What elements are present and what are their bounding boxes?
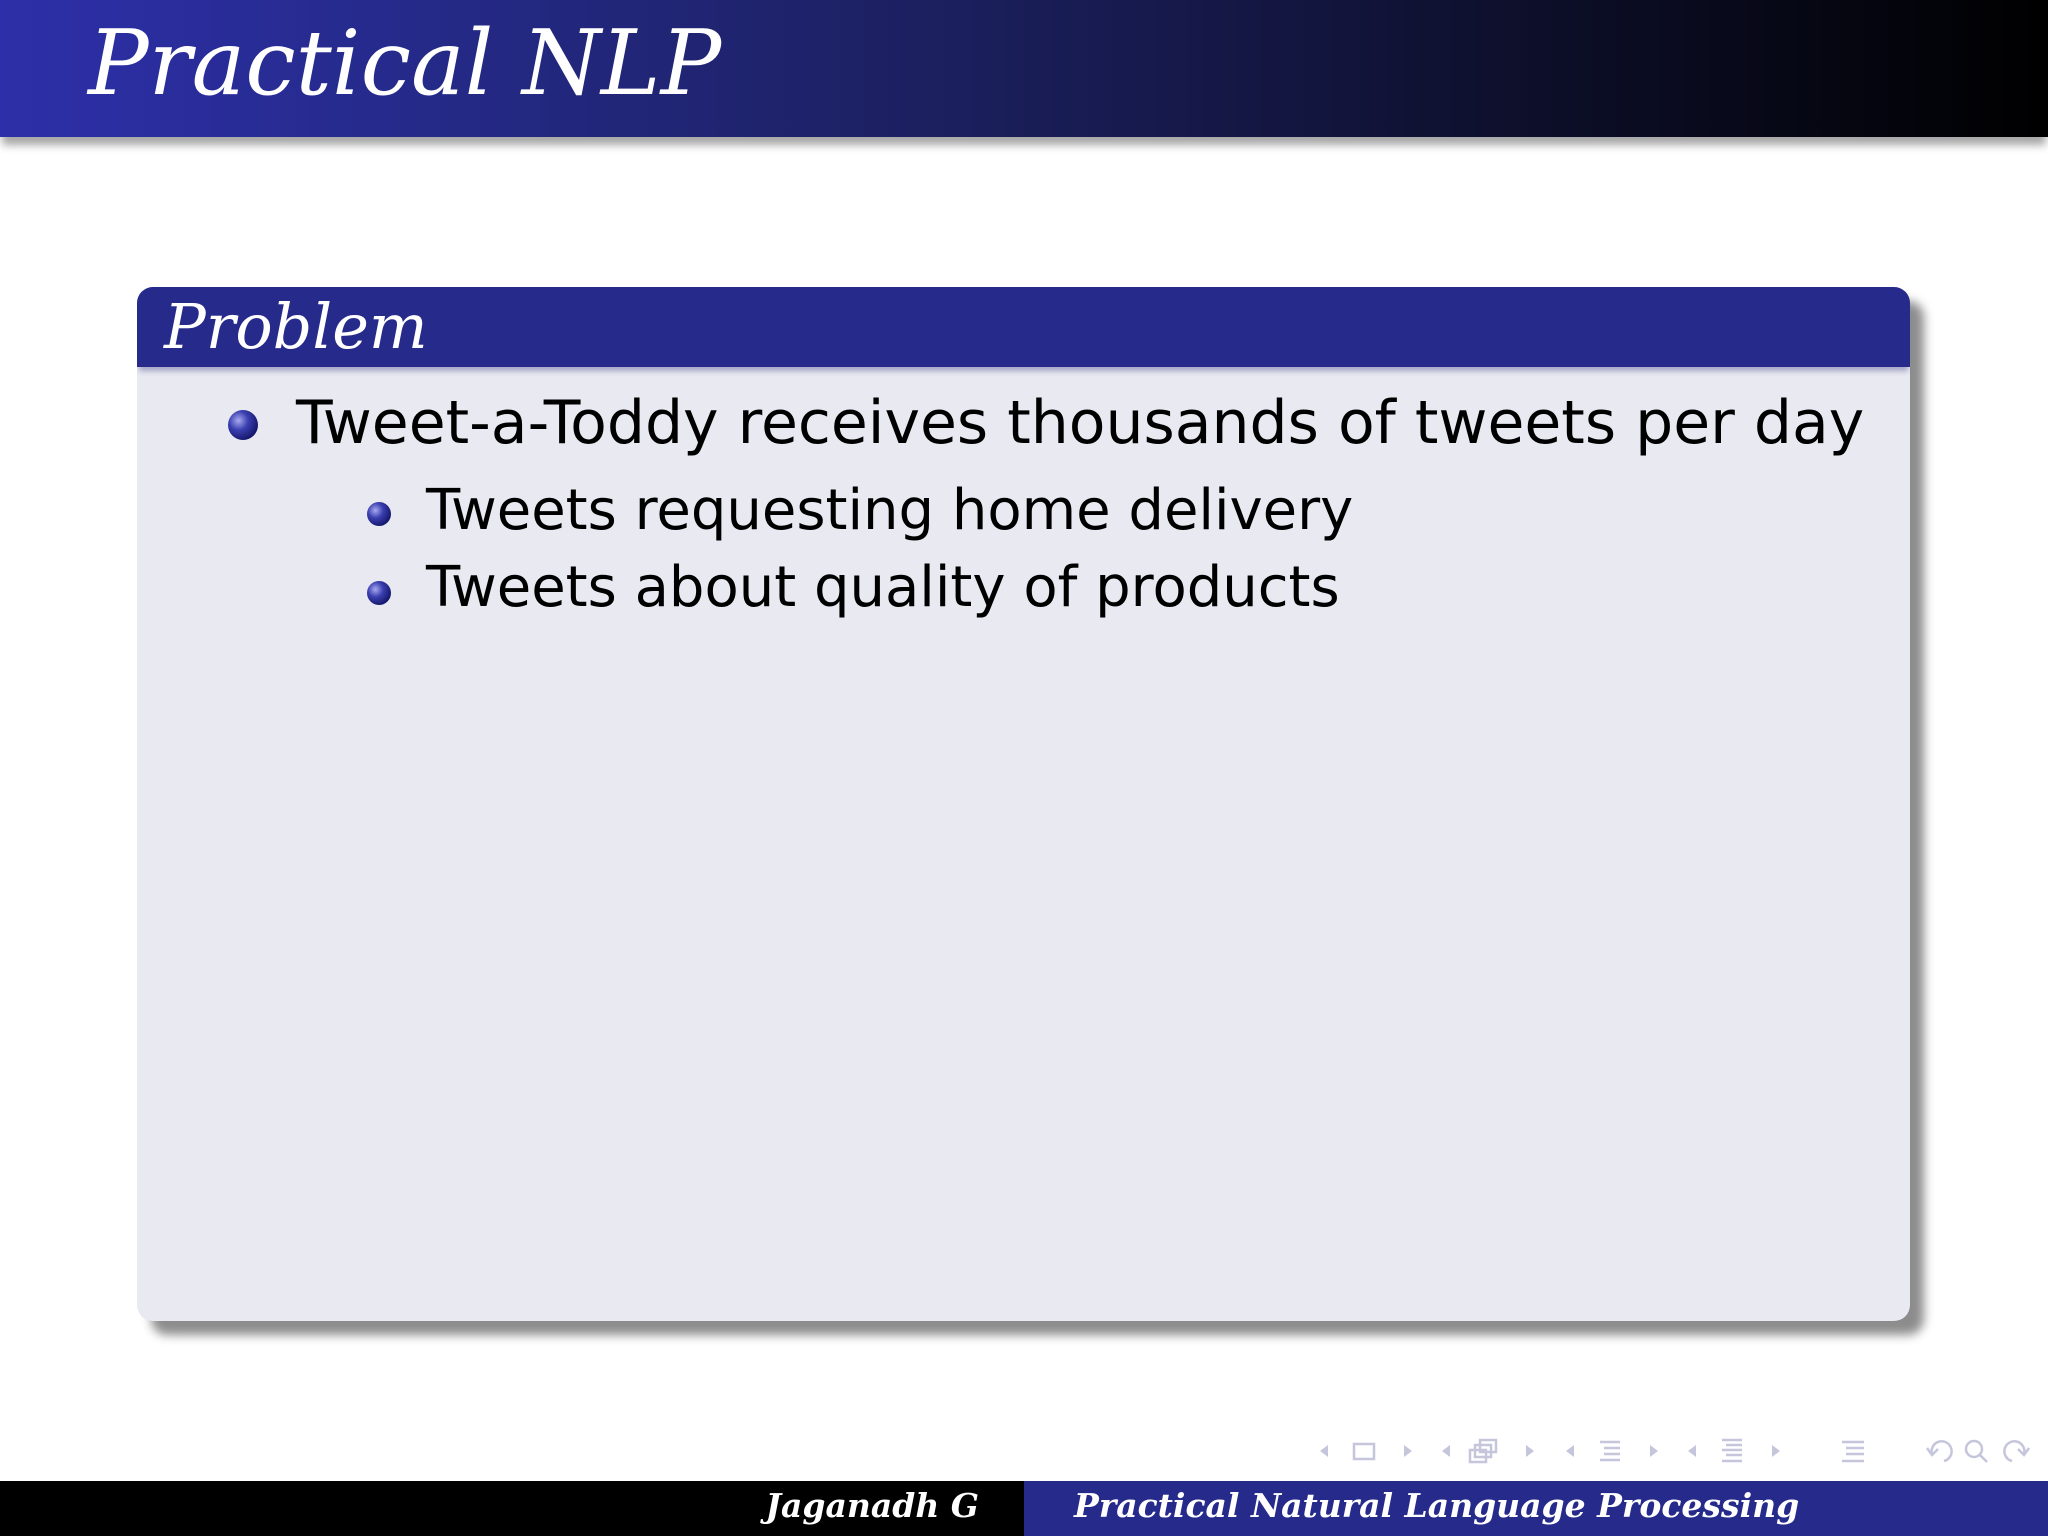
nav-back-icon (1927, 1441, 1952, 1461)
nav-doc-group[interactable] (1684, 1434, 1784, 1468)
footer-talk-title: Practical Natural Language Processing (1074, 1486, 1800, 1525)
list-item: Tweet-a-Toddy receives thousands of tweets per day (296, 388, 1865, 458)
nav-doc-next-icon (1772, 1445, 1780, 1457)
nav-doc-icon (1722, 1440, 1742, 1461)
block-title: Problem (164, 290, 428, 363)
nav-search-icon (1966, 1441, 1987, 1462)
nav-doc-prev-icon (1688, 1445, 1696, 1457)
nav-search-group[interactable] (1924, 1434, 2032, 1468)
nav-forward-icon (2004, 1441, 2029, 1461)
nav-section-prev-icon (1566, 1445, 1574, 1457)
frame-title-bar (0, 0, 2048, 137)
nav-toc-icon[interactable] (1838, 1434, 1868, 1468)
nav-section-next-icon (1650, 1445, 1658, 1457)
nav-frame-next-icon (1404, 1445, 1412, 1457)
bullet-icon (228, 410, 258, 440)
nav-subsection-icon (1470, 1440, 1496, 1462)
footer-title-box (1024, 1481, 2048, 1536)
footer (0, 1481, 2048, 1536)
sub-list-item: Tweets requesting home delivery (426, 478, 1354, 543)
bullet-icon (367, 581, 391, 605)
nav-section-group[interactable] (1562, 1434, 1662, 1468)
nav-frame-icon (1354, 1444, 1374, 1459)
footer-author: Jaganadh G (765, 1486, 979, 1525)
bullet-icon (367, 502, 391, 526)
nav-section-icon (1600, 1442, 1620, 1460)
nav-frame-group[interactable] (1316, 1434, 1416, 1468)
nav-subsection-group[interactable] (1438, 1434, 1538, 1468)
frame-title: Practical NLP (88, 11, 722, 116)
nav-frame-prev-icon (1320, 1445, 1328, 1457)
sub-list-item: Tweets about quality of products (426, 555, 1340, 620)
footer-author-box (0, 1481, 1024, 1536)
nav-subsection-next-icon (1526, 1445, 1534, 1457)
nav-subsection-prev-icon (1442, 1445, 1450, 1457)
block-title-bar (137, 287, 1910, 367)
